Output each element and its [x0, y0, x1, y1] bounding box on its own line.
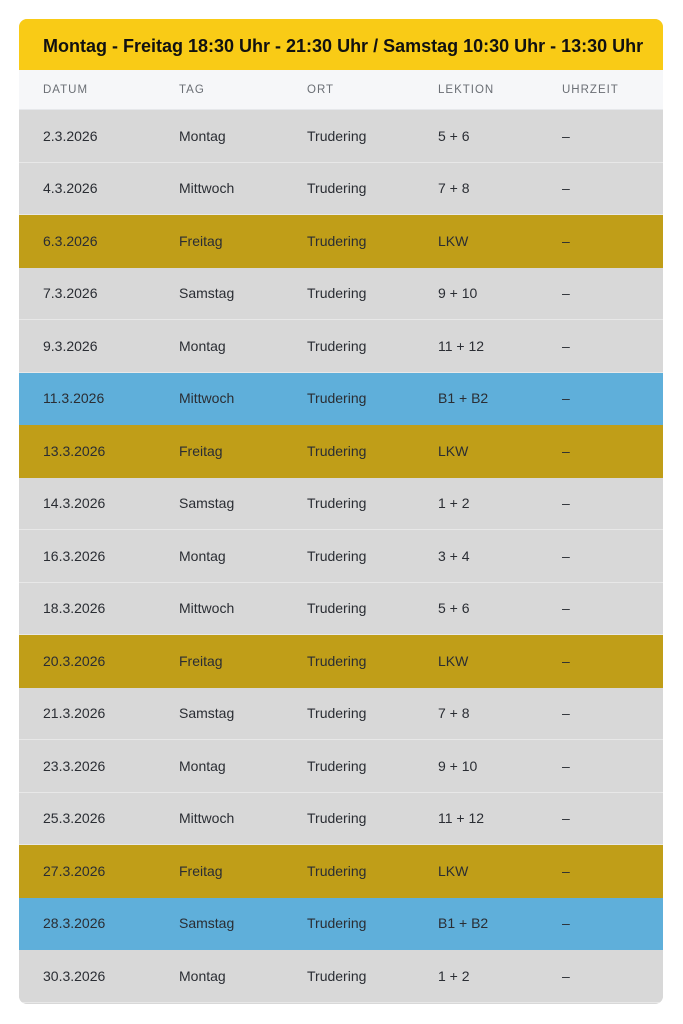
cell-datum: 6.3.2026 — [43, 232, 98, 249]
cell-tag: Samstag — [179, 285, 235, 302]
cell-uhrzeit: – — [562, 337, 570, 354]
cell-ort: Trudering — [307, 757, 367, 774]
cell-ort: Trudering — [307, 862, 367, 879]
cell-tag: Mittwoch — [179, 390, 235, 407]
cell-lektion: 7 + 8 — [438, 705, 470, 722]
cell-uhrzeit: – — [562, 390, 570, 407]
cell-datum: 20.3.2026 — [43, 652, 106, 669]
cell-datum: 4.3.2026 — [43, 180, 98, 197]
column-header-tag: TAG — [179, 83, 205, 96]
cell-tag: Freitag — [179, 442, 223, 459]
schedule-card — [19, 19, 663, 1004]
cell-lektion: 3 + 4 — [438, 547, 470, 564]
cell-ort: Trudering — [307, 285, 367, 302]
cell-lektion: 1 + 2 — [438, 967, 470, 984]
cell-lektion: 7 + 8 — [438, 180, 470, 197]
cell-lektion: 5 + 6 — [438, 127, 470, 144]
cell-lektion: 5 + 6 — [438, 600, 470, 617]
cell-ort: Trudering — [307, 600, 367, 617]
cell-uhrzeit: – — [562, 705, 570, 722]
table-header — [19, 70, 663, 110]
schedule-banner — [19, 19, 663, 70]
cell-tag: Montag — [179, 127, 226, 144]
cell-lektion: LKW — [438, 862, 469, 879]
cell-lektion: LKW — [438, 232, 469, 249]
table-row — [19, 425, 663, 478]
table-row — [19, 688, 663, 741]
cell-lektion: B1 + B2 — [438, 390, 489, 407]
cell-datum: 13.3.2026 — [43, 442, 106, 459]
cell-tag: Freitag — [179, 862, 223, 879]
cell-uhrzeit: – — [562, 757, 570, 774]
cell-datum: 21.3.2026 — [43, 705, 106, 722]
cell-datum: 11.3.2026 — [43, 390, 105, 407]
column-header-uhrzeit: UHRZEIT — [562, 83, 619, 96]
cell-datum: 2.3.2026 — [43, 127, 98, 144]
cell-uhrzeit: – — [562, 810, 570, 827]
cell-ort: Trudering — [307, 232, 367, 249]
cell-lektion: 11 + 12 — [438, 810, 485, 827]
cell-tag: Freitag — [179, 232, 223, 249]
cell-ort: Trudering — [307, 967, 367, 984]
schedule-title: Montag - Freitag 18:30 Uhr - 21:30 Uhr / Samstag 10:30 Uhr - 13:30 Uhr — [43, 36, 644, 56]
cell-lektion: 9 + 10 — [438, 285, 478, 302]
cell-ort: Trudering — [307, 652, 367, 669]
cell-lektion: 9 + 10 — [438, 757, 478, 774]
cell-ort: Trudering — [307, 705, 367, 722]
cell-uhrzeit: – — [562, 232, 570, 249]
cell-uhrzeit: – — [562, 547, 570, 564]
cell-lektion: B1 + B2 — [438, 915, 489, 932]
table-row — [19, 320, 663, 373]
table-row — [19, 793, 663, 846]
cell-uhrzeit: – — [562, 652, 570, 669]
cell-tag: Montag — [179, 547, 226, 564]
cell-lektion: LKW — [438, 652, 469, 669]
cell-tag: Freitag — [179, 652, 223, 669]
table-row — [19, 740, 663, 793]
cell-datum: 7.3.2026 — [43, 285, 98, 302]
cell-ort: Trudering — [307, 495, 367, 512]
table-row — [19, 845, 663, 898]
cell-datum: 28.3.2026 — [43, 915, 106, 932]
table-body — [19, 110, 663, 1003]
table-row — [19, 530, 663, 583]
table-row — [19, 215, 663, 268]
cell-tag: Mittwoch — [179, 180, 235, 197]
cell-datum: 23.3.2026 — [43, 757, 106, 774]
column-header-ort: ORT — [307, 83, 335, 96]
cell-uhrzeit: – — [562, 495, 570, 512]
cell-datum: 9.3.2026 — [43, 337, 98, 354]
table-row — [19, 478, 663, 531]
cell-tag: Samstag — [179, 705, 235, 722]
cell-uhrzeit: – — [562, 915, 570, 932]
table-row — [19, 163, 663, 216]
cell-lektion: LKW — [438, 442, 469, 459]
cell-ort: Trudering — [307, 337, 367, 354]
cell-datum: 14.3.2026 — [43, 495, 106, 512]
cell-lektion: 1 + 2 — [438, 495, 470, 512]
cell-ort: Trudering — [307, 915, 367, 932]
cell-tag: Samstag — [179, 915, 235, 932]
cell-uhrzeit: – — [562, 442, 570, 459]
cell-datum: 25.3.2026 — [43, 810, 106, 827]
cell-datum: 27.3.2026 — [43, 862, 106, 879]
table-row — [19, 583, 663, 636]
cell-ort: Trudering — [307, 390, 367, 407]
table-row — [19, 373, 663, 426]
table-row — [19, 635, 663, 688]
cell-uhrzeit: – — [562, 967, 570, 984]
table-row — [19, 950, 663, 1003]
cell-uhrzeit: – — [562, 127, 570, 144]
cell-datum: 18.3.2026 — [43, 600, 106, 617]
cell-uhrzeit: – — [562, 600, 570, 617]
cell-tag: Montag — [179, 967, 226, 984]
cell-tag: Samstag — [179, 495, 235, 512]
cell-tag: Montag — [179, 757, 226, 774]
cell-lektion: 11 + 12 — [438, 337, 485, 354]
cell-tag: Mittwoch — [179, 600, 235, 617]
cell-tag: Montag — [179, 337, 226, 354]
cell-ort: Trudering — [307, 127, 367, 144]
cell-tag: Mittwoch — [179, 810, 235, 827]
cell-datum: 16.3.2026 — [43, 547, 106, 564]
cell-ort: Trudering — [307, 547, 367, 564]
cell-ort: Trudering — [307, 810, 367, 827]
cell-ort: Trudering — [307, 180, 367, 197]
cell-uhrzeit: – — [562, 862, 570, 879]
cell-ort: Trudering — [307, 442, 367, 459]
cell-uhrzeit: – — [562, 285, 570, 302]
table-row — [19, 110, 663, 163]
cell-datum: 30.3.2026 — [43, 967, 106, 984]
cell-uhrzeit: – — [562, 180, 570, 197]
table-row — [19, 268, 663, 321]
column-header-datum: DATUM — [43, 83, 89, 96]
table-row — [19, 898, 663, 951]
column-header-lektion: LEKTION — [438, 83, 495, 96]
